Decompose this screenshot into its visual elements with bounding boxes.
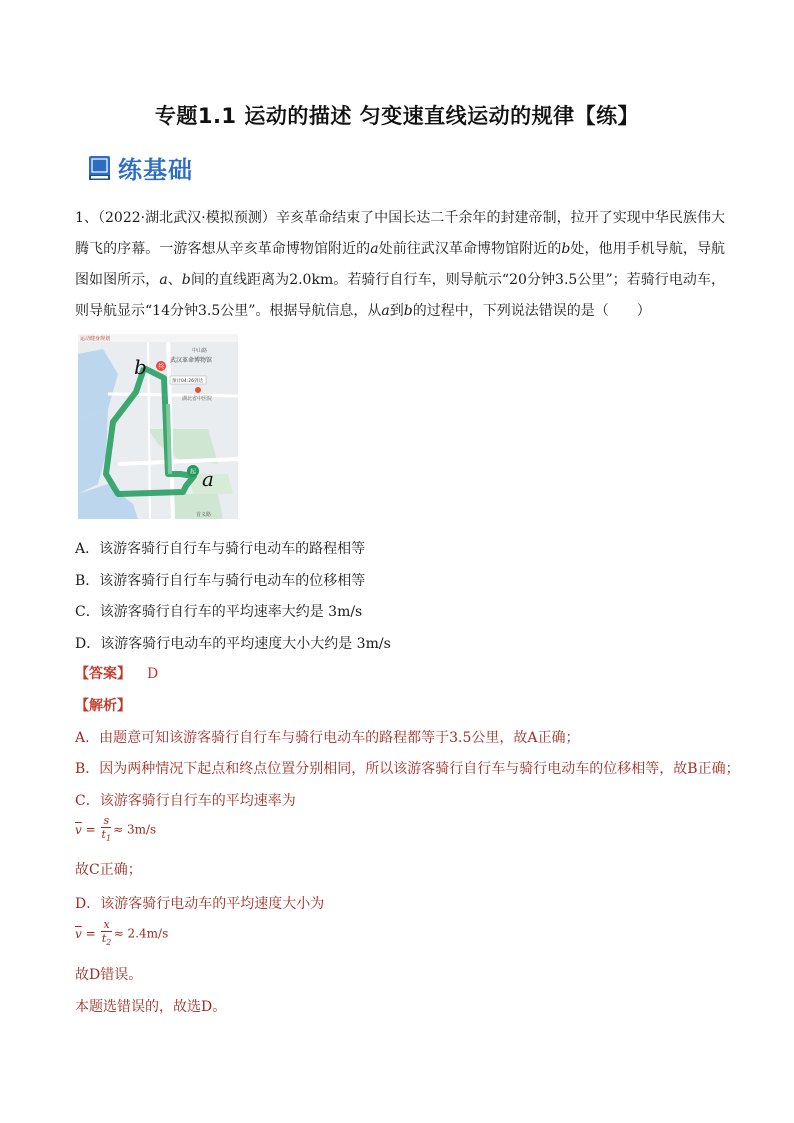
option-b: B．该游客骑行自行车与骑行电动车的位移相等 [75, 573, 366, 589]
option-d: D．该游客骑行电动车的平均速度大小大约是 3m/s [75, 636, 391, 652]
option-c: C．该游客骑行自行车的平均速率大约是 3m/s [75, 604, 363, 620]
analysis-d-end: 故D错误。 [75, 967, 143, 983]
formula-average-speed: $\overline{v}$ = $\frac{s}{t_1}$ ≈ 3m/s [75, 814, 157, 844]
map-eta-tag: 预计04:26到达 [172, 379, 203, 384]
map-label-a: a [202, 467, 214, 491]
analysis-c-end: 故C正确； [75, 862, 142, 878]
navigation-map [78, 334, 238, 519]
svg-text:起: 起 [190, 468, 197, 476]
answer: 【答案】 D [75, 666, 159, 682]
map-tab-label: 运动健身规划 [80, 336, 111, 342]
map-label-b: b [134, 355, 147, 379]
analysis-label: 【解析】 [75, 698, 131, 714]
analysis-d: D．该游客骑行电动车的平均速度大小为 [75, 896, 325, 912]
svg-text:终: 终 [158, 363, 165, 371]
question-text: 1、（2022·湖北武汉·模拟预测）辛亥革命结束了中国长达二千余年的封建帝制，拉开了实现中华民族伟大腾飞的序幕。一游客想从辛亥革命博物馆附近的a处前往武汉革命博物馆附近的b处，他用手机导航，导航图如图所示，a、b间的直线距离为2.0km。若骑行自行车，则导航示“20分钟3.5公里”；若骑行电动车，则导航显示“14分钟3.5公里”。根据导航信息，从a到b的过程中，下列说法错误的是（ ） [75, 210, 726, 319]
option-a: A．该游客骑行自行车与骑行电动车的路程相等 [75, 541, 366, 557]
analysis-c: C．该游客骑行自行车的平均速率为 [75, 793, 296, 809]
section-header [88, 150, 193, 185]
hospital-icon [195, 387, 201, 393]
analysis-final: 本题选错误的，故选D。 [75, 999, 227, 1015]
map-hospital-label: 湖北省中医院 [182, 396, 213, 402]
book-icon [88, 155, 112, 181]
section-label: 练基础 [118, 156, 193, 184]
analysis-a: A．由题意可知该游客骑行自行车与骑行电动车的路程都等于3.5公里，故A正确； [75, 730, 580, 746]
map-road-label: 首义路 [196, 512, 212, 518]
map-road-label: 中山路 [192, 348, 208, 354]
formula-average-velocity: $\overline{v}$ = $\frac{x}{t_2}$ ≈ 2.4m/s [75, 918, 169, 948]
map-place-label: 武汉革命博物馆 [170, 357, 213, 364]
analysis-b: B．因为两种情况下起点和终点位置分别相同，所以该游客骑行自行车与骑行电动车的位移相等，故B正确； [75, 761, 740, 777]
page-title: 专题1.1 运动的描述 匀变速直线运动的规律【练】 [154, 104, 640, 128]
